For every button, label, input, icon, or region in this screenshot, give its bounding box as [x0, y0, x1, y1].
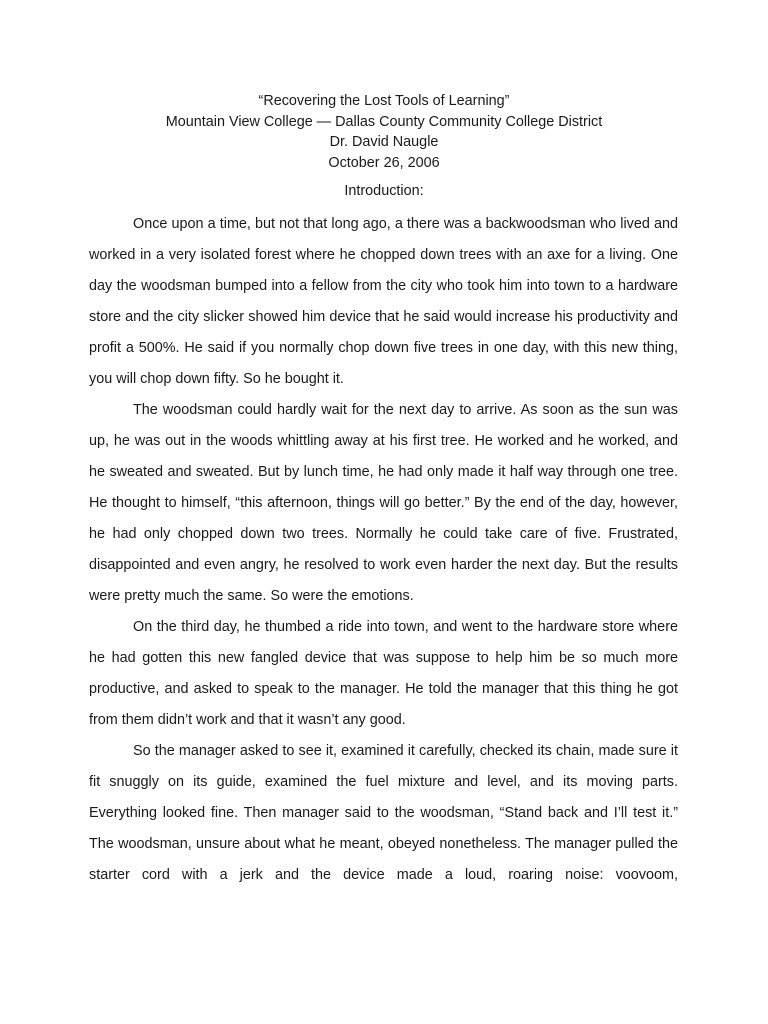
paragraph: The woodsman could hardly wait for the next day to arrive. As soon as the sun was up, he was out in the woods whittling away at his first tree. He worked and he worked, and he sweated and sweated. But by lunch time, he had only made it half way through one tree. He thought to himself, “this afternoon, things will go better.” By the end of the day, however, he had only chopped down two trees. Normally he could take care of five. Frustrated, disappointed and even angry, he resolved to work even harder the next day. But the results were pretty much the same. So were the emotions.	[89, 402, 678, 604]
date-line: October 26, 2006	[328, 154, 440, 171]
section-heading: Introduction:	[344, 183, 424, 199]
author-line: Dr. David Naugle	[329, 134, 439, 150]
document-title: “Recovering the Lost Tools of Learning”	[258, 93, 510, 109]
paragraph: Once upon a time, but not that long ago, a there was a backwoodsman who lived and worked in a very isolated forest where he chopped down trees with an axe for a living. One day the woodsman bumped into a fellow from the city who took him into town to a hardware store and the city slicker showed him device that he said would increase his productivity and profit a 500%. He said if you normally chop down five trees in one day, with this new thing, you will chop down fifty. So he bought it.	[89, 216, 678, 387]
paragraph: On the third day, he thumbed a ride into town, and went to the hardware store where he had gotten this new fangled device that was suppose to help him be so much more productive, and asked to speak to the manager. He told the manager that this thing he got from them didn’t work and that it wasn’t any good.	[89, 619, 678, 728]
institution-line: Mountain View College — Dallas County Community College District	[165, 113, 603, 130]
document-header	[0, 91, 768, 173]
paragraph: So the manager asked to see it, examined it carefully, checked its chain, made sure it fit snuggly on its guide, examined the fuel mixture and level, and its moving parts. Everything looked fine. Then manager said to the woodsman, “Stand back and I’ll test it.” The woodsman, unsure about what he meant, obeyed nonetheless. The manager pulled the starter cord with a jerk and the device made a loud, roaring noise: voovoom,	[89, 743, 678, 883]
body-text	[89, 209, 678, 891]
